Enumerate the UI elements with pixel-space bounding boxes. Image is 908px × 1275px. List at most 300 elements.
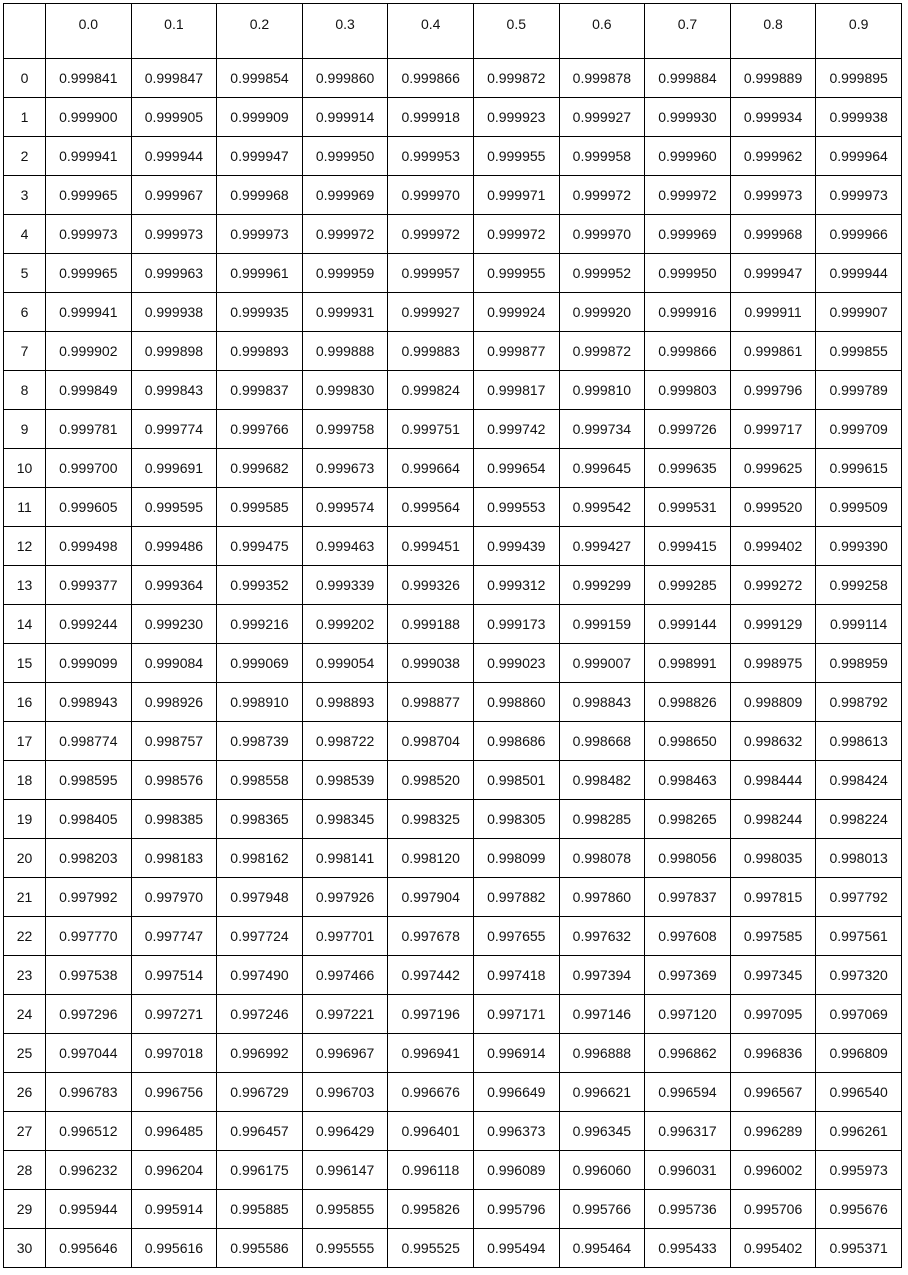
header-row xyxy=(4,4,902,59)
table-cell: 0.997904 xyxy=(388,878,474,917)
table-cell: 0.996401 xyxy=(388,1112,474,1151)
table-cell: 0.999069 xyxy=(217,644,303,683)
table-cell: 0.998943 xyxy=(46,683,132,722)
table-cell: 0.999339 xyxy=(302,566,388,605)
table-cell: 0.999451 xyxy=(388,527,474,566)
table-cell: 0.999970 xyxy=(559,215,645,254)
table-cell: 0.999924 xyxy=(473,293,559,332)
table-cell: 0.999796 xyxy=(730,371,816,410)
table-cell: 0.998860 xyxy=(473,683,559,722)
table-cell: 0.999673 xyxy=(302,449,388,488)
row-label: 2 xyxy=(4,137,46,176)
table-cell: 0.999272 xyxy=(730,566,816,605)
table-cell: 0.999427 xyxy=(559,527,645,566)
table-cell: 0.999958 xyxy=(559,137,645,176)
table-cell: 0.999364 xyxy=(131,566,217,605)
table-cell: 0.997992 xyxy=(46,878,132,917)
table-cell: 0.997882 xyxy=(473,878,559,917)
table-cell: 0.997538 xyxy=(46,956,132,995)
table-cell: 0.998975 xyxy=(730,644,816,683)
table-cell: 0.999173 xyxy=(473,605,559,644)
table-cell: 0.999595 xyxy=(131,488,217,527)
table-cell: 0.995402 xyxy=(730,1229,816,1268)
table-cell: 0.997837 xyxy=(645,878,731,917)
row-label: 22 xyxy=(4,917,46,956)
table-cell: 0.995944 xyxy=(46,1190,132,1229)
table-cell: 0.999054 xyxy=(302,644,388,683)
table-cell: 0.996567 xyxy=(730,1073,816,1112)
row-label: 1 xyxy=(4,98,46,137)
table-cell: 0.996914 xyxy=(473,1034,559,1073)
table-cell: 0.998305 xyxy=(473,800,559,839)
table-cell: 0.998910 xyxy=(217,683,303,722)
table-row xyxy=(4,98,902,137)
table-cell: 0.998444 xyxy=(730,761,816,800)
row-label: 7 xyxy=(4,332,46,371)
table-cell: 0.996457 xyxy=(217,1112,303,1151)
row-label: 28 xyxy=(4,1151,46,1190)
table-cell: 0.999944 xyxy=(816,254,902,293)
table-cell: 0.996031 xyxy=(645,1151,731,1190)
table-cell: 0.998576 xyxy=(131,761,217,800)
table-cell: 0.999972 xyxy=(388,215,474,254)
table-cell: 0.997271 xyxy=(131,995,217,1034)
row-label: 6 xyxy=(4,293,46,332)
table-cell: 0.999129 xyxy=(730,605,816,644)
table-cell: 0.998424 xyxy=(816,761,902,800)
table-cell: 0.999585 xyxy=(217,488,303,527)
table-cell: 0.996676 xyxy=(388,1073,474,1112)
table-cell: 0.996756 xyxy=(131,1073,217,1112)
table-cell: 0.995766 xyxy=(559,1190,645,1229)
table-cell: 0.999961 xyxy=(217,254,303,293)
table-cell: 0.999934 xyxy=(730,98,816,137)
table-cell: 0.998774 xyxy=(46,722,132,761)
table-cell: 0.999907 xyxy=(816,293,902,332)
table-cell: 0.999664 xyxy=(388,449,474,488)
table-row xyxy=(4,644,902,683)
table-cell: 0.999645 xyxy=(559,449,645,488)
table-cell: 0.997345 xyxy=(730,956,816,995)
table-cell: 0.998613 xyxy=(816,722,902,761)
table-cell: 0.999866 xyxy=(388,59,474,98)
table-cell: 0.999963 xyxy=(131,254,217,293)
row-label: 8 xyxy=(4,371,46,410)
column-header: 0.0 xyxy=(46,4,132,59)
table-cell: 0.998203 xyxy=(46,839,132,878)
table-cell: 0.999542 xyxy=(559,488,645,527)
table-cell: 0.999216 xyxy=(217,605,303,644)
table-cell: 0.997514 xyxy=(131,956,217,995)
table-cell: 0.996941 xyxy=(388,1034,474,1073)
table-cell: 0.999960 xyxy=(645,137,731,176)
column-header: 0.3 xyxy=(302,4,388,59)
table-row xyxy=(4,878,902,917)
table-cell: 0.999144 xyxy=(645,605,731,644)
table-cell: 0.996204 xyxy=(131,1151,217,1190)
table-cell: 0.999898 xyxy=(131,332,217,371)
table-cell: 0.996261 xyxy=(816,1112,902,1151)
table-cell: 0.997120 xyxy=(645,995,731,1034)
table-cell: 0.999872 xyxy=(473,59,559,98)
table-row xyxy=(4,254,902,293)
table-cell: 0.999965 xyxy=(46,254,132,293)
row-label: 25 xyxy=(4,1034,46,1073)
table-cell: 0.999625 xyxy=(730,449,816,488)
table-cell: 0.999935 xyxy=(217,293,303,332)
row-label: 18 xyxy=(4,761,46,800)
table-cell: 0.998668 xyxy=(559,722,645,761)
table-cell: 0.999188 xyxy=(388,605,474,644)
table-cell: 0.999969 xyxy=(645,215,731,254)
table-cell: 0.999947 xyxy=(217,137,303,176)
table-row xyxy=(4,371,902,410)
table-cell: 0.999902 xyxy=(46,332,132,371)
table-row xyxy=(4,839,902,878)
table-cell: 0.999299 xyxy=(559,566,645,605)
table-cell: 0.999884 xyxy=(645,59,731,98)
table-cell: 0.999959 xyxy=(302,254,388,293)
table-cell: 0.998650 xyxy=(645,722,731,761)
table-row xyxy=(4,566,902,605)
table-cell: 0.999285 xyxy=(645,566,731,605)
table-cell: 0.996373 xyxy=(473,1112,559,1151)
table-cell: 0.999955 xyxy=(473,254,559,293)
table-cell: 0.999564 xyxy=(388,488,474,527)
row-label: 9 xyxy=(4,410,46,449)
table-cell: 0.999941 xyxy=(46,137,132,176)
table-cell: 0.997490 xyxy=(217,956,303,995)
table-cell: 0.999817 xyxy=(473,371,559,410)
table-cell: 0.998365 xyxy=(217,800,303,839)
table-cell: 0.999964 xyxy=(816,137,902,176)
row-label: 16 xyxy=(4,683,46,722)
table-cell: 0.999911 xyxy=(730,293,816,332)
table-cell: 0.999872 xyxy=(559,332,645,371)
table-cell: 0.996703 xyxy=(302,1073,388,1112)
table-cell: 0.995736 xyxy=(645,1190,731,1229)
table-cell: 0.999843 xyxy=(131,371,217,410)
table-cell: 0.998558 xyxy=(217,761,303,800)
table-cell: 0.996809 xyxy=(816,1034,902,1073)
table-cell: 0.999439 xyxy=(473,527,559,566)
table-cell: 0.998099 xyxy=(473,839,559,878)
table-cell: 0.999114 xyxy=(816,605,902,644)
table-cell: 0.997747 xyxy=(131,917,217,956)
table-cell: 0.996621 xyxy=(559,1073,645,1112)
table-cell: 0.999709 xyxy=(816,410,902,449)
table-row xyxy=(4,293,902,332)
table-cell: 0.999918 xyxy=(388,98,474,137)
table-cell: 0.999766 xyxy=(217,410,303,449)
table-cell: 0.996649 xyxy=(473,1073,559,1112)
table-cell: 0.997044 xyxy=(46,1034,132,1073)
table-cell: 0.996175 xyxy=(217,1151,303,1190)
table-row xyxy=(4,917,902,956)
column-header: 0.7 xyxy=(645,4,731,59)
table-cell: 0.999947 xyxy=(730,254,816,293)
table-cell: 0.996992 xyxy=(217,1034,303,1073)
table-row xyxy=(4,1112,902,1151)
table-cell: 0.999038 xyxy=(388,644,474,683)
table-cell: 0.996888 xyxy=(559,1034,645,1073)
table-cell: 0.999962 xyxy=(730,137,816,176)
table-row xyxy=(4,722,902,761)
table-cell: 0.998959 xyxy=(816,644,902,683)
table-cell: 0.998520 xyxy=(388,761,474,800)
table-cell: 0.998722 xyxy=(302,722,388,761)
table-cell: 0.997815 xyxy=(730,878,816,917)
table-row xyxy=(4,137,902,176)
table-cell: 0.998809 xyxy=(730,683,816,722)
table-cell: 0.999824 xyxy=(388,371,474,410)
table-header xyxy=(4,4,902,59)
row-label: 26 xyxy=(4,1073,46,1112)
table-cell: 0.998035 xyxy=(730,839,816,878)
table-cell: 0.999941 xyxy=(46,293,132,332)
header-corner-cell xyxy=(4,4,46,59)
row-label: 14 xyxy=(4,605,46,644)
table-row xyxy=(4,761,902,800)
table-cell: 0.996540 xyxy=(816,1073,902,1112)
row-label: 15 xyxy=(4,644,46,683)
table-cell: 0.996429 xyxy=(302,1112,388,1151)
column-header: 0.5 xyxy=(473,4,559,59)
row-label: 21 xyxy=(4,878,46,917)
table-cell: 0.999914 xyxy=(302,98,388,137)
table-row xyxy=(4,488,902,527)
table-cell: 0.996060 xyxy=(559,1151,645,1190)
table-row xyxy=(4,215,902,254)
table-cell: 0.999742 xyxy=(473,410,559,449)
row-label: 19 xyxy=(4,800,46,839)
table-cell: 0.998385 xyxy=(131,800,217,839)
table-cell: 0.997561 xyxy=(816,917,902,956)
table-cell: 0.998078 xyxy=(559,839,645,878)
table-cell: 0.998013 xyxy=(816,839,902,878)
column-header: 0.6 xyxy=(559,4,645,59)
table-cell: 0.999973 xyxy=(46,215,132,254)
table-row xyxy=(4,176,902,215)
table-cell: 0.999352 xyxy=(217,566,303,605)
table-cell: 0.999971 xyxy=(473,176,559,215)
table-cell: 0.996836 xyxy=(730,1034,816,1073)
table-cell: 0.999574 xyxy=(302,488,388,527)
table-row xyxy=(4,1034,902,1073)
table-cell: 0.999230 xyxy=(131,605,217,644)
table-cell: 0.996783 xyxy=(46,1073,132,1112)
table-cell: 0.998056 xyxy=(645,839,731,878)
column-header: 0.2 xyxy=(217,4,303,59)
table-cell: 0.997608 xyxy=(645,917,731,956)
table-cell: 0.999855 xyxy=(816,332,902,371)
table-cell: 0.997724 xyxy=(217,917,303,956)
table-cell: 0.996118 xyxy=(388,1151,474,1190)
table-cell: 0.998285 xyxy=(559,800,645,839)
table-cell: 0.995826 xyxy=(388,1190,474,1229)
table-cell: 0.999830 xyxy=(302,371,388,410)
table-cell: 0.995616 xyxy=(131,1229,217,1268)
table-row xyxy=(4,800,902,839)
table-cell: 0.998704 xyxy=(388,722,474,761)
table-cell: 0.997792 xyxy=(816,878,902,917)
table-cell: 0.999377 xyxy=(46,566,132,605)
table-cell: 0.999923 xyxy=(473,98,559,137)
table-cell: 0.998463 xyxy=(645,761,731,800)
table-cell: 0.999953 xyxy=(388,137,474,176)
table-row xyxy=(4,1073,902,1112)
table-cell: 0.999866 xyxy=(645,332,731,371)
table-cell: 0.999312 xyxy=(473,566,559,605)
table-cell: 0.999938 xyxy=(131,293,217,332)
table-cell: 0.998926 xyxy=(131,683,217,722)
table-cell: 0.998739 xyxy=(217,722,303,761)
table-cell: 0.999099 xyxy=(46,644,132,683)
table-cell: 0.999931 xyxy=(302,293,388,332)
table-cell: 0.999950 xyxy=(645,254,731,293)
table-cell: 0.998162 xyxy=(217,839,303,878)
row-label: 5 xyxy=(4,254,46,293)
table-cell: 0.995796 xyxy=(473,1190,559,1229)
table-cell: 0.996232 xyxy=(46,1151,132,1190)
table-cell: 0.997320 xyxy=(816,956,902,995)
table-cell: 0.999531 xyxy=(645,488,731,527)
table-cell: 0.995525 xyxy=(388,1229,474,1268)
table-cell: 0.997418 xyxy=(473,956,559,995)
table-cell: 0.998877 xyxy=(388,683,474,722)
table-cell: 0.996594 xyxy=(645,1073,731,1112)
table-cell: 0.998843 xyxy=(559,683,645,722)
table-row xyxy=(4,995,902,1034)
row-label: 11 xyxy=(4,488,46,527)
table-row xyxy=(4,1229,902,1268)
table-cell: 0.999895 xyxy=(816,59,902,98)
table-cell: 0.998244 xyxy=(730,800,816,839)
table-cell: 0.999726 xyxy=(645,410,731,449)
table-cell: 0.999520 xyxy=(730,488,816,527)
table-cell: 0.997466 xyxy=(302,956,388,995)
table-cell: 0.998595 xyxy=(46,761,132,800)
table-cell: 0.995914 xyxy=(131,1190,217,1229)
table-cell: 0.995464 xyxy=(559,1229,645,1268)
table-cell: 0.997655 xyxy=(473,917,559,956)
table-cell: 0.996317 xyxy=(645,1112,731,1151)
row-label: 27 xyxy=(4,1112,46,1151)
table-cell: 0.999605 xyxy=(46,488,132,527)
table-cell: 0.995586 xyxy=(217,1229,303,1268)
table-cell: 0.999635 xyxy=(645,449,731,488)
table-cell: 0.997926 xyxy=(302,878,388,917)
table-cell: 0.999734 xyxy=(559,410,645,449)
table-cell: 0.997632 xyxy=(559,917,645,956)
column-header: 0.1 xyxy=(131,4,217,59)
table-cell: 0.999390 xyxy=(816,527,902,566)
table-cell: 0.998265 xyxy=(645,800,731,839)
table-cell: 0.999968 xyxy=(217,176,303,215)
table-cell: 0.996967 xyxy=(302,1034,388,1073)
table-cell: 0.995676 xyxy=(816,1190,902,1229)
table-cell: 0.999837 xyxy=(217,371,303,410)
table-cell: 0.996289 xyxy=(730,1112,816,1151)
table-cell: 0.999463 xyxy=(302,527,388,566)
table-cell: 0.999841 xyxy=(46,59,132,98)
table-cell: 0.999553 xyxy=(473,488,559,527)
table-cell: 0.999927 xyxy=(388,293,474,332)
table-cell: 0.996089 xyxy=(473,1151,559,1190)
row-label: 30 xyxy=(4,1229,46,1268)
table-cell: 0.995885 xyxy=(217,1190,303,1229)
table-cell: 0.999967 xyxy=(131,176,217,215)
table-row xyxy=(4,605,902,644)
table-cell: 0.999849 xyxy=(46,371,132,410)
table-cell: 0.995494 xyxy=(473,1229,559,1268)
table-cell: 0.998686 xyxy=(473,722,559,761)
table-row xyxy=(4,956,902,995)
table-cell: 0.999717 xyxy=(730,410,816,449)
table-cell: 0.999758 xyxy=(302,410,388,449)
column-header: 0.8 xyxy=(730,4,816,59)
table-cell: 0.999475 xyxy=(217,527,303,566)
table-cell: 0.995555 xyxy=(302,1229,388,1268)
table-cell: 0.999888 xyxy=(302,332,388,371)
table-cell: 0.999486 xyxy=(131,527,217,566)
table-cell: 0.999973 xyxy=(730,176,816,215)
table-cell: 0.998325 xyxy=(388,800,474,839)
table-cell: 0.999774 xyxy=(131,410,217,449)
table-cell: 0.999966 xyxy=(816,215,902,254)
table-cell: 0.998539 xyxy=(302,761,388,800)
table-cell: 0.998991 xyxy=(645,644,731,683)
table-cell: 0.999860 xyxy=(302,59,388,98)
table-cell: 0.999084 xyxy=(131,644,217,683)
table-row xyxy=(4,59,902,98)
table-cell: 0.997095 xyxy=(730,995,816,1034)
table-cell: 0.999972 xyxy=(473,215,559,254)
row-label: 23 xyxy=(4,956,46,995)
table-cell: 0.999023 xyxy=(473,644,559,683)
table-cell: 0.998120 xyxy=(388,839,474,878)
table-cell: 0.997701 xyxy=(302,917,388,956)
table-cell: 0.999893 xyxy=(217,332,303,371)
table-cell: 0.997296 xyxy=(46,995,132,1034)
table-cell: 0.999415 xyxy=(645,527,731,566)
column-header: 0.4 xyxy=(388,4,474,59)
table-cell: 0.997770 xyxy=(46,917,132,956)
table-cell: 0.997146 xyxy=(559,995,645,1034)
table-cell: 0.997221 xyxy=(302,995,388,1034)
table-cell: 0.999930 xyxy=(645,98,731,137)
table-row xyxy=(4,527,902,566)
table-cell: 0.997171 xyxy=(473,995,559,1034)
table-cell: 0.999916 xyxy=(645,293,731,332)
row-label: 0 xyxy=(4,59,46,98)
table-cell: 0.998757 xyxy=(131,722,217,761)
table-row xyxy=(4,1151,902,1190)
table-cell: 0.999803 xyxy=(645,371,731,410)
table-cell: 0.999402 xyxy=(730,527,816,566)
table-cell: 0.998632 xyxy=(730,722,816,761)
table-cell: 0.997018 xyxy=(131,1034,217,1073)
table-cell: 0.997196 xyxy=(388,995,474,1034)
row-label: 20 xyxy=(4,839,46,878)
row-label: 13 xyxy=(4,566,46,605)
table-cell: 0.999700 xyxy=(46,449,132,488)
table-cell: 0.999498 xyxy=(46,527,132,566)
table-cell: 0.999877 xyxy=(473,332,559,371)
table-cell: 0.999691 xyxy=(131,449,217,488)
table-cell: 0.999751 xyxy=(388,410,474,449)
table-cell: 0.995646 xyxy=(46,1229,132,1268)
